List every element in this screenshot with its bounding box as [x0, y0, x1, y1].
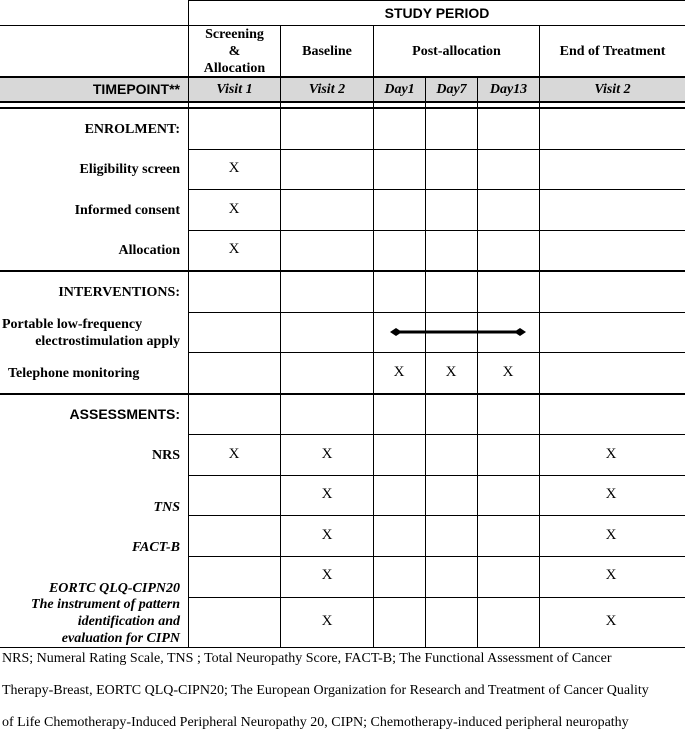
timepoint-end-visit2: Visit 2	[594, 82, 631, 97]
row-instrument: The instrument of pattern identification and evaluation for CIPN	[31, 597, 180, 646]
study-period-heading: STUDY PERIOD	[384, 4, 490, 21]
footnote-line-2: Therapy-Breast, EORTC QLQ-CIPN20; The European Organization for Research and Treatment of Cancer Quality	[2, 683, 649, 698]
row-tns: TNS	[153, 499, 180, 515]
mark-eligibility-visit1: X	[228, 160, 240, 176]
timepoint-visit1: Visit 1	[216, 82, 253, 97]
mark-instrument-baseline: X	[321, 613, 333, 629]
row-eligibility-screen: Eligibility screen	[79, 162, 180, 177]
mark-tns-baseline: X	[321, 486, 333, 502]
timepoint-day1: Day1	[384, 82, 415, 97]
timepoint-day7: Day7	[436, 82, 467, 97]
timepoint-day13: Day13	[489, 82, 528, 97]
mark-nrs-baseline: X	[321, 446, 333, 462]
timepoint-visit2: Visit 2	[308, 82, 346, 97]
footnote-line-3: of Life Chemotherapy-Induced Peripheral Neuropathy 20, CIPN; Chemotherapy-induced peripheral neuropathy	[2, 715, 629, 730]
mark-telephone-day1: X	[393, 364, 405, 380]
row-allocation: Allocation	[118, 243, 180, 258]
row-informed-consent: Informed consent	[74, 202, 180, 218]
mark-tns-end: X	[605, 486, 617, 502]
mark-telephone-day7: X	[445, 364, 457, 380]
row-fact-b: FACT-B	[132, 539, 180, 555]
mark-nrs-visit1: X	[228, 446, 240, 462]
mark-allocation-visit1: X	[228, 241, 240, 257]
col-screening-allocation: Screening & Allocation	[203, 26, 266, 76]
section-assessments: ASSESSMENTS:	[69, 406, 180, 422]
mark-consent-visit1: X	[228, 201, 240, 217]
section-interventions: INTERVENTIONS:	[58, 284, 180, 300]
timepoint-label: TIMEPOINT**	[92, 81, 180, 97]
row-nrs: NRS	[151, 447, 180, 463]
col-end-of-treatment: End of Treatment	[559, 43, 666, 59]
col-baseline: Baseline	[302, 43, 352, 59]
mark-eortc-end: X	[605, 567, 617, 583]
mark-telephone-day13: X	[502, 364, 514, 380]
mark-instrument-end: X	[605, 613, 617, 629]
mark-factb-end: X	[605, 527, 617, 543]
row-electrostimulation: Portable low-frequency electrostimulation apply	[2, 316, 180, 349]
col-post-allocation: Post-allocation	[412, 43, 501, 59]
mark-nrs-end: X	[605, 446, 617, 462]
footnote-line-1: NRS; Numeral Rating Scale, TNS ; Total Neuropathy Score, FACT-B; The Functional Assessment of Cancer	[2, 651, 612, 666]
section-enrolment: ENROLMENT:	[84, 121, 180, 137]
row-telephone-monitoring: Telephone monitoring	[8, 365, 140, 381]
mark-eortc-baseline: X	[321, 567, 333, 583]
intervention-duration-arrow	[390, 325, 526, 339]
mark-factb-baseline: X	[321, 527, 333, 543]
row-eortc: EORTC QLQ-CIPN20	[48, 580, 180, 596]
